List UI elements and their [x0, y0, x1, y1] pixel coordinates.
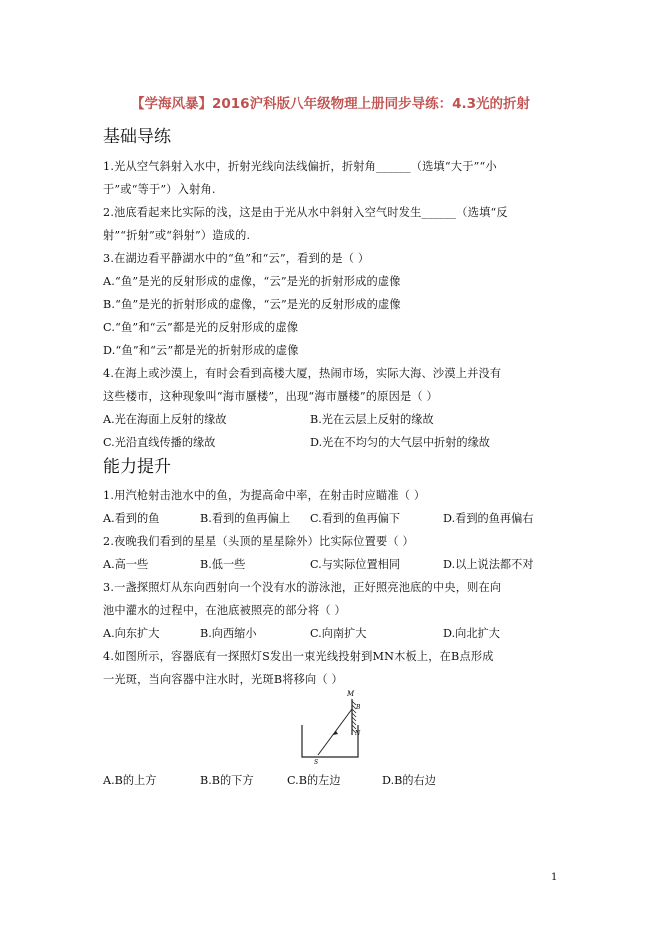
option: D.B的右边 [382, 774, 436, 787]
option: A.B的上方 [103, 774, 157, 787]
label-m: M [347, 690, 355, 698]
option: D.以上说法都不对 [443, 558, 534, 571]
option: C.看到的鱼再偏下 [310, 512, 401, 525]
section-heading-basic: 基础导练 [103, 127, 171, 147]
option: A.光在海面上反射的缘故 [103, 413, 227, 426]
option: B.向西缩小 [200, 627, 257, 640]
option: C.光沿直线传播的缘故 [103, 436, 216, 449]
option: C.B的左边 [287, 774, 341, 787]
option: A.看到的鱼 [103, 512, 160, 525]
question-line: 射”“折射”或“斜射”）造成的. [103, 229, 251, 242]
page-title: 【学海风暴】2016沪科版八年级物理上册同步导练：4.3光的折射 [131, 96, 530, 112]
section-heading-advanced: 能力提升 [103, 457, 171, 477]
option: D.向北扩大 [443, 627, 500, 640]
label-b: B [356, 704, 361, 711]
option: B.低一些 [200, 558, 246, 571]
option: D.光在不均匀的大气层中折射的缘故 [310, 436, 490, 449]
option: A.高一些 [103, 558, 149, 571]
question-stem: 3.在湖边看平静湖水中的“鱼”和“云”，看到的是（ ） [103, 252, 370, 265]
container-diagram [296, 687, 376, 765]
light-ray [318, 709, 352, 755]
question-line: 4.在海上或沙漠上，有时会看到高楼大厦，热闹市场，实际大海、沙漠上并没有 [103, 367, 502, 380]
option: C.“鱼”和“云”都是光的反射形成的虚像 [103, 321, 299, 334]
label-s: S [314, 759, 319, 765]
question-stem: 1.用汽枪射击池水中的鱼，为提高命中率，在射击时应瞄准（ ） [103, 489, 426, 502]
container-outline [302, 725, 358, 757]
question-line: 一光斑，当向容器中注水时，光斑B将移向（ ） [103, 673, 343, 686]
option: C.向南扩大 [310, 627, 367, 640]
option: B.B的下方 [200, 774, 254, 787]
option: B.光在云层上反射的缘故 [310, 413, 434, 426]
option: C.与实际位置相同 [310, 558, 401, 571]
option: B.“鱼”是光的折射形成的虚像，“云”是光的反射形成的虚像 [103, 298, 401, 311]
question-stem: 2.夜晚我们看到的星星（头顶的星星除外）比实际位置要（ ） [103, 535, 414, 548]
label-n: N [355, 730, 361, 737]
option: D.“鱼”和“云”都是光的折射形成的虚像 [103, 344, 299, 357]
question-line: 1.光从空气斜射入水中，折射光线向法线偏折，折射角______（选填“大于”“小 [103, 160, 497, 173]
option: B.看到的鱼再偏上 [200, 512, 291, 525]
question-line: 2.池底看起来比实际的浅，这是由于光从水中斜射入空气时发生______（选填“反 [103, 206, 508, 219]
question-line: 于”或“等于”）入射角. [103, 183, 216, 196]
question-line: 3.一盏探照灯从东向西射向一个没有水的游泳池，正好照亮池底的中央，则在向 [103, 581, 502, 594]
question-line: 4.如图所示，容器底有一探照灯S发出一束光线投射到MN木板上，在B点形成 [103, 650, 494, 663]
question-line: 这些楼市，这种现象叫“海市蜃楼”，出现“海市蜃楼”的原因是（ ） [103, 390, 438, 403]
option: A.“鱼”是光的反射形成的虚像，“云”是光的折射形成的虚像 [103, 275, 401, 288]
page-number: 1 [551, 872, 558, 883]
question-line: 池中灌水的过程中，在池底被照亮的部分将（ ） [103, 604, 346, 617]
option: A.向东扩大 [103, 627, 160, 640]
option: D.看到的鱼再偏右 [443, 512, 534, 525]
